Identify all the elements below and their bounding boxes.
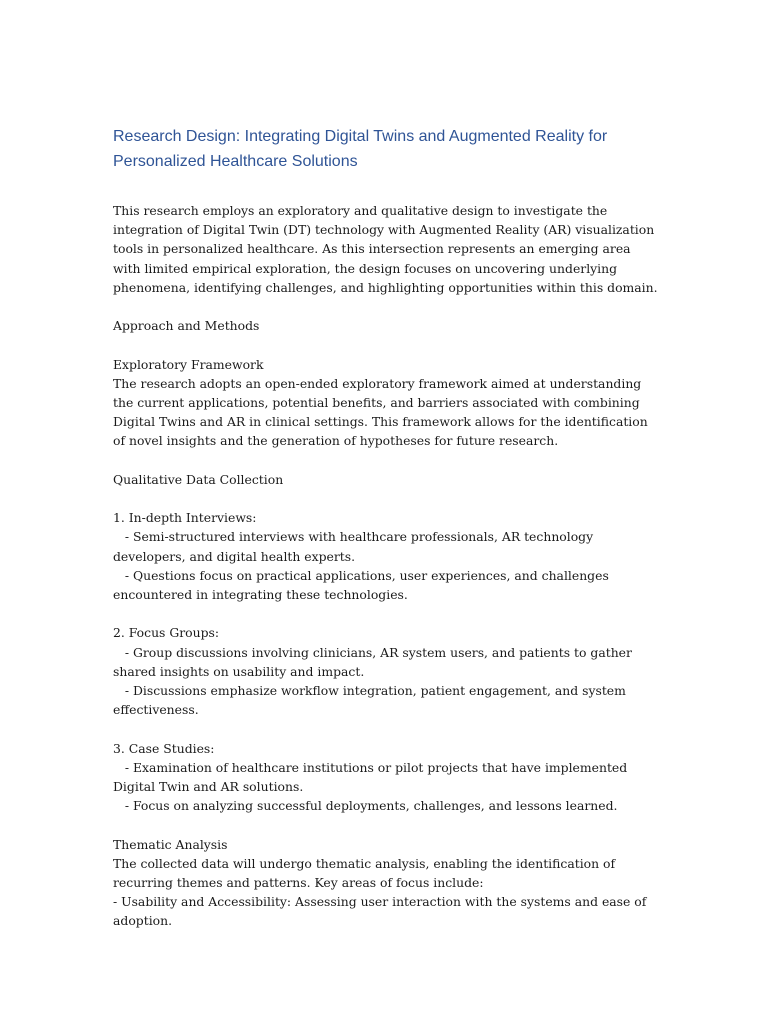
focus-groups-section (113, 623, 658, 719)
intro-paragraph: This research employs an exploratory and qualitative design to investigate the integration of Digital Twin (DT) technology with Augmented Reality (AR) visualization tools in personalized healthcare. As this intersection represents an emerging area with limited empirical exploration, the design focuses on uncovering underlying phenomena, identifying challenges, and highlighting opportunities within this domain. (113, 203, 658, 295)
focus-groups-item-2: - Discussions emphasize workflow integration, patient engagement, and system effectiveness. (113, 683, 630, 718)
qualitative-heading: Qualitative Data Collection (113, 471, 284, 487)
title-line-2: Personalized Healthcare Solutions (113, 153, 358, 170)
case-studies-heading: 3. Case Studies: (113, 740, 215, 756)
document-page (113, 124, 658, 950)
interviews-item-2: - Questions focus on practical applications, user experiences, and challenges encountered in integrating these technologies. (113, 567, 613, 602)
thematic-heading: Thematic Analysis (113, 836, 228, 852)
focus-groups-heading: 2. Focus Groups: (113, 625, 220, 641)
thematic-text: The collected data will undergo thematic analysis, enabling the identification of recurring themes and patterns. Key areas of focus include: (113, 855, 616, 890)
thematic-item-1: - Usability and Accessibility: Assessing user interaction with the systems and ease of adoption. (113, 894, 647, 929)
focus-groups-item-1: - Group discussions involving clinicians, AR system users, and patients to gather shared insights on usability and impact. (113, 644, 636, 679)
case-studies-item-1: - Examination of healthcare institutions or pilot projects that have implemented Digital Twin and AR solutions. (113, 759, 632, 794)
case-studies-section (113, 739, 658, 816)
exploratory-text: The research adopts an open-ended exploratory framework aimed at understanding the current applications, potential benefits, and barriers associated with combining Digital Twins and AR in clinical settings. This framework allows for the identification of novel insights and the generation of hypotheses for future research. (113, 375, 648, 449)
approach-heading: Approach and Methods (113, 318, 260, 334)
interviews-item-1: - Semi-structured interviews with healthcare professionals, AR technology developers, and digital health experts. (113, 529, 598, 564)
thematic-section (113, 835, 658, 931)
document-title (113, 124, 658, 174)
exploratory-heading: Exploratory Framework (113, 356, 264, 372)
interviews-heading: 1. In-depth Interviews: (113, 510, 257, 526)
title-line-1: Research Design: Integrating Digital Twins and Augmented Reality for (113, 128, 608, 145)
interviews-section (113, 508, 658, 604)
case-studies-item-2: - Focus on analyzing successful deployments, challenges, and lessons learned. (113, 798, 618, 814)
exploratory-section (113, 355, 658, 451)
